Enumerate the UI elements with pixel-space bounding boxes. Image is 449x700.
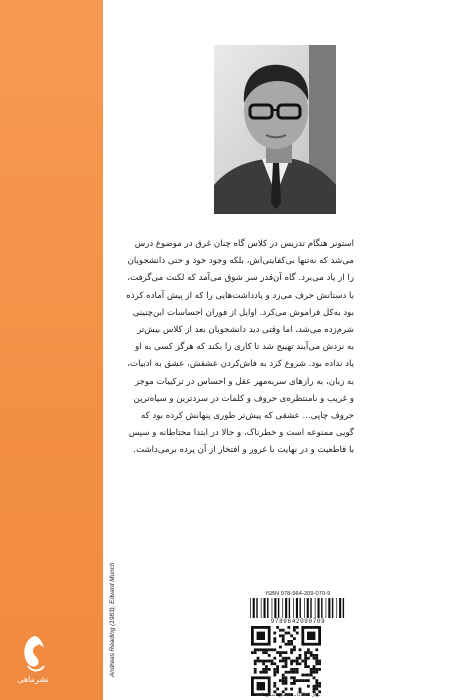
blurb-line: با قاطعیت و در نهایت با غرور و افتخار از آن پرده برمی‌داشت.: [133, 445, 354, 456]
blurb-line: حروف چاپی... عشقی که پیش‌تر طوری پنهانش کرده بود که: [140, 411, 354, 422]
publisher-name: نشرماهی: [17, 675, 49, 684]
qr-caption: برای اطلاعات بیشتر اسکن کنید: [255, 692, 321, 698]
blurb-line: می‌شد که نه‌تنها بی‌کفایتی‌اش، بلکه وجود خود و حتی دانشجویان: [127, 256, 354, 267]
barcode-number: 9789642090709: [270, 618, 326, 625]
back-cover-blurb: [113, 236, 354, 460]
publisher-logo-icon: [14, 632, 52, 676]
cover-art-credit: Andreas Reading (1983), Edvard Munch: [109, 562, 116, 677]
author-portrait-photo: [214, 45, 336, 214]
qr-code-icon: [251, 626, 321, 696]
blurb-line: به نزدش می‌آیند تهییج شد تا کاری را بکند که هرگز کسی به او: [134, 342, 354, 353]
blurb-line: گویی ممنوعه است و خطرناک، و حالا در ابتدا محتاطانه و سپس: [128, 428, 354, 439]
blurb-line: با دستانش حرف می‌زد و یادداشت‌هایی را که از پیش آماده کرده: [126, 290, 354, 301]
blurb-line: بود به‌کل فراموش می‌کرد. اوایل از فوران احساسات این‌چنینی: [132, 307, 354, 318]
barcode-icon: [248, 598, 348, 618]
blurb-line: یاد نداده بود. شروع کرد به فاش‌کردن عشقش، عشق به ادبیات،: [127, 359, 354, 370]
isbn-label: ISBN 978-964-209-070-9: [265, 591, 331, 597]
blurb-line: و غریب و نامنتظره‌ی حروف و کلمات در سردترین و سیاه‌ترین: [133, 393, 354, 404]
blurb-line: استونر هنگام تدریس در کلاس گاه چنان غرق در موضوع درس: [134, 239, 354, 249]
blurb-line: را از یاد می‌برد. گاه آن‌قدر سر شوق می‌آمد که لکنت می‌گرفت،: [127, 273, 354, 284]
blurb-line: به زبان، به رازهای سربه‌مهر عقل و احساس در ترکیبات موجز: [134, 376, 354, 387]
orange-spine-band: [0, 0, 103, 700]
blurb-line: شرم‌زده می‌شد، اما وقتی دید دانشجویان بعد از کلاس بیش‌تر: [137, 325, 354, 336]
